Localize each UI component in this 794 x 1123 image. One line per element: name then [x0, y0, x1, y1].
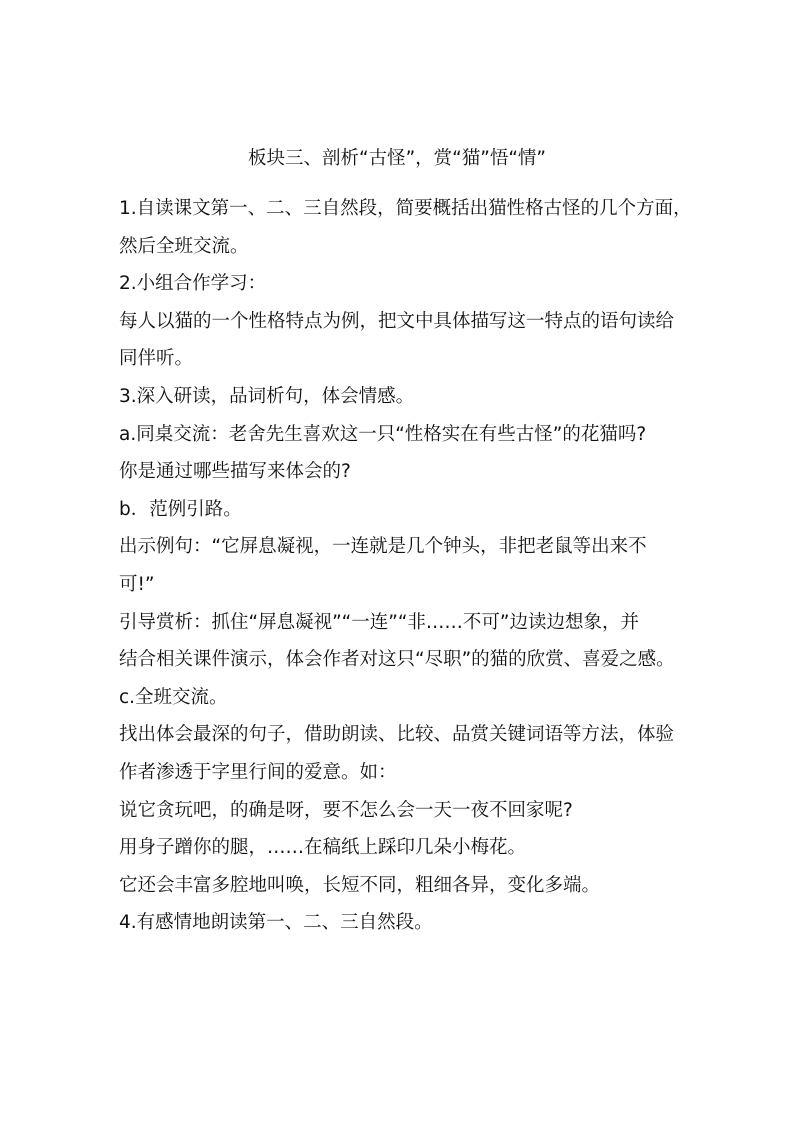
- text-line: 然后全班交流。: [119, 235, 249, 257]
- text-line: 说它贪玩吧，的确是呀，要不怎么会一天一夜不回家呢?: [119, 799, 573, 821]
- text-line: 同伴听。: [119, 348, 194, 370]
- text-line: 可!”: [119, 573, 155, 595]
- text-line: 4.有感情地朗读第一、二、三自然段。: [119, 912, 433, 934]
- text-line: 作者渗透于字里行间的爱意。如：: [119, 761, 397, 783]
- text-line: 3.深入研读，品词析句，体会情感。: [119, 385, 415, 407]
- document-body: [119, 190, 692, 942]
- section-title: 板块三、剖析“古怪”，赏“猫”悟“情”: [247, 148, 546, 169]
- text-line: b．范例引路。: [119, 498, 242, 520]
- text-line: c.全班交流。: [119, 686, 228, 708]
- text-line: 用身子蹭你的腿，……在稿纸上踩印几朵小梅花。: [119, 837, 527, 859]
- text-line: 1.自读课文第一、二、三自然段，简要概括出猫性格古怪的几个方面，: [119, 198, 692, 219]
- text-line: 你是通过哪些描写来体会的?: [119, 461, 351, 483]
- text-line: a.同桌交流：老舍先生喜欢这一只“性格实在有些古怪”的花猫吗?: [119, 423, 647, 445]
- text-line: 每人以猫的一个性格特点为例，把文中具体描写这一特点的语句读给: [119, 310, 675, 332]
- text-line: 引导赏析：抓住“屏息凝视”“一连”“非……不可”边读边想象，并: [119, 611, 640, 633]
- text-line: 找出体会最深的句子，借助朗读、比较、品赏关键词语等方法，体验: [119, 724, 675, 746]
- text-line: 结合相关课件演示，体会作者对这只“尽职”的猫的欣赏、喜爱之感。: [119, 649, 675, 671]
- text-line: 它还会丰富多腔地叫唤，长短不同，粗细各异，变化多端。: [119, 874, 601, 896]
- text-line: 出示例句：“它屏息凝视，一连就是几个钟头，非把老鼠等出来不: [119, 536, 647, 558]
- text-line: 2.小组合作学习：: [119, 273, 267, 295]
